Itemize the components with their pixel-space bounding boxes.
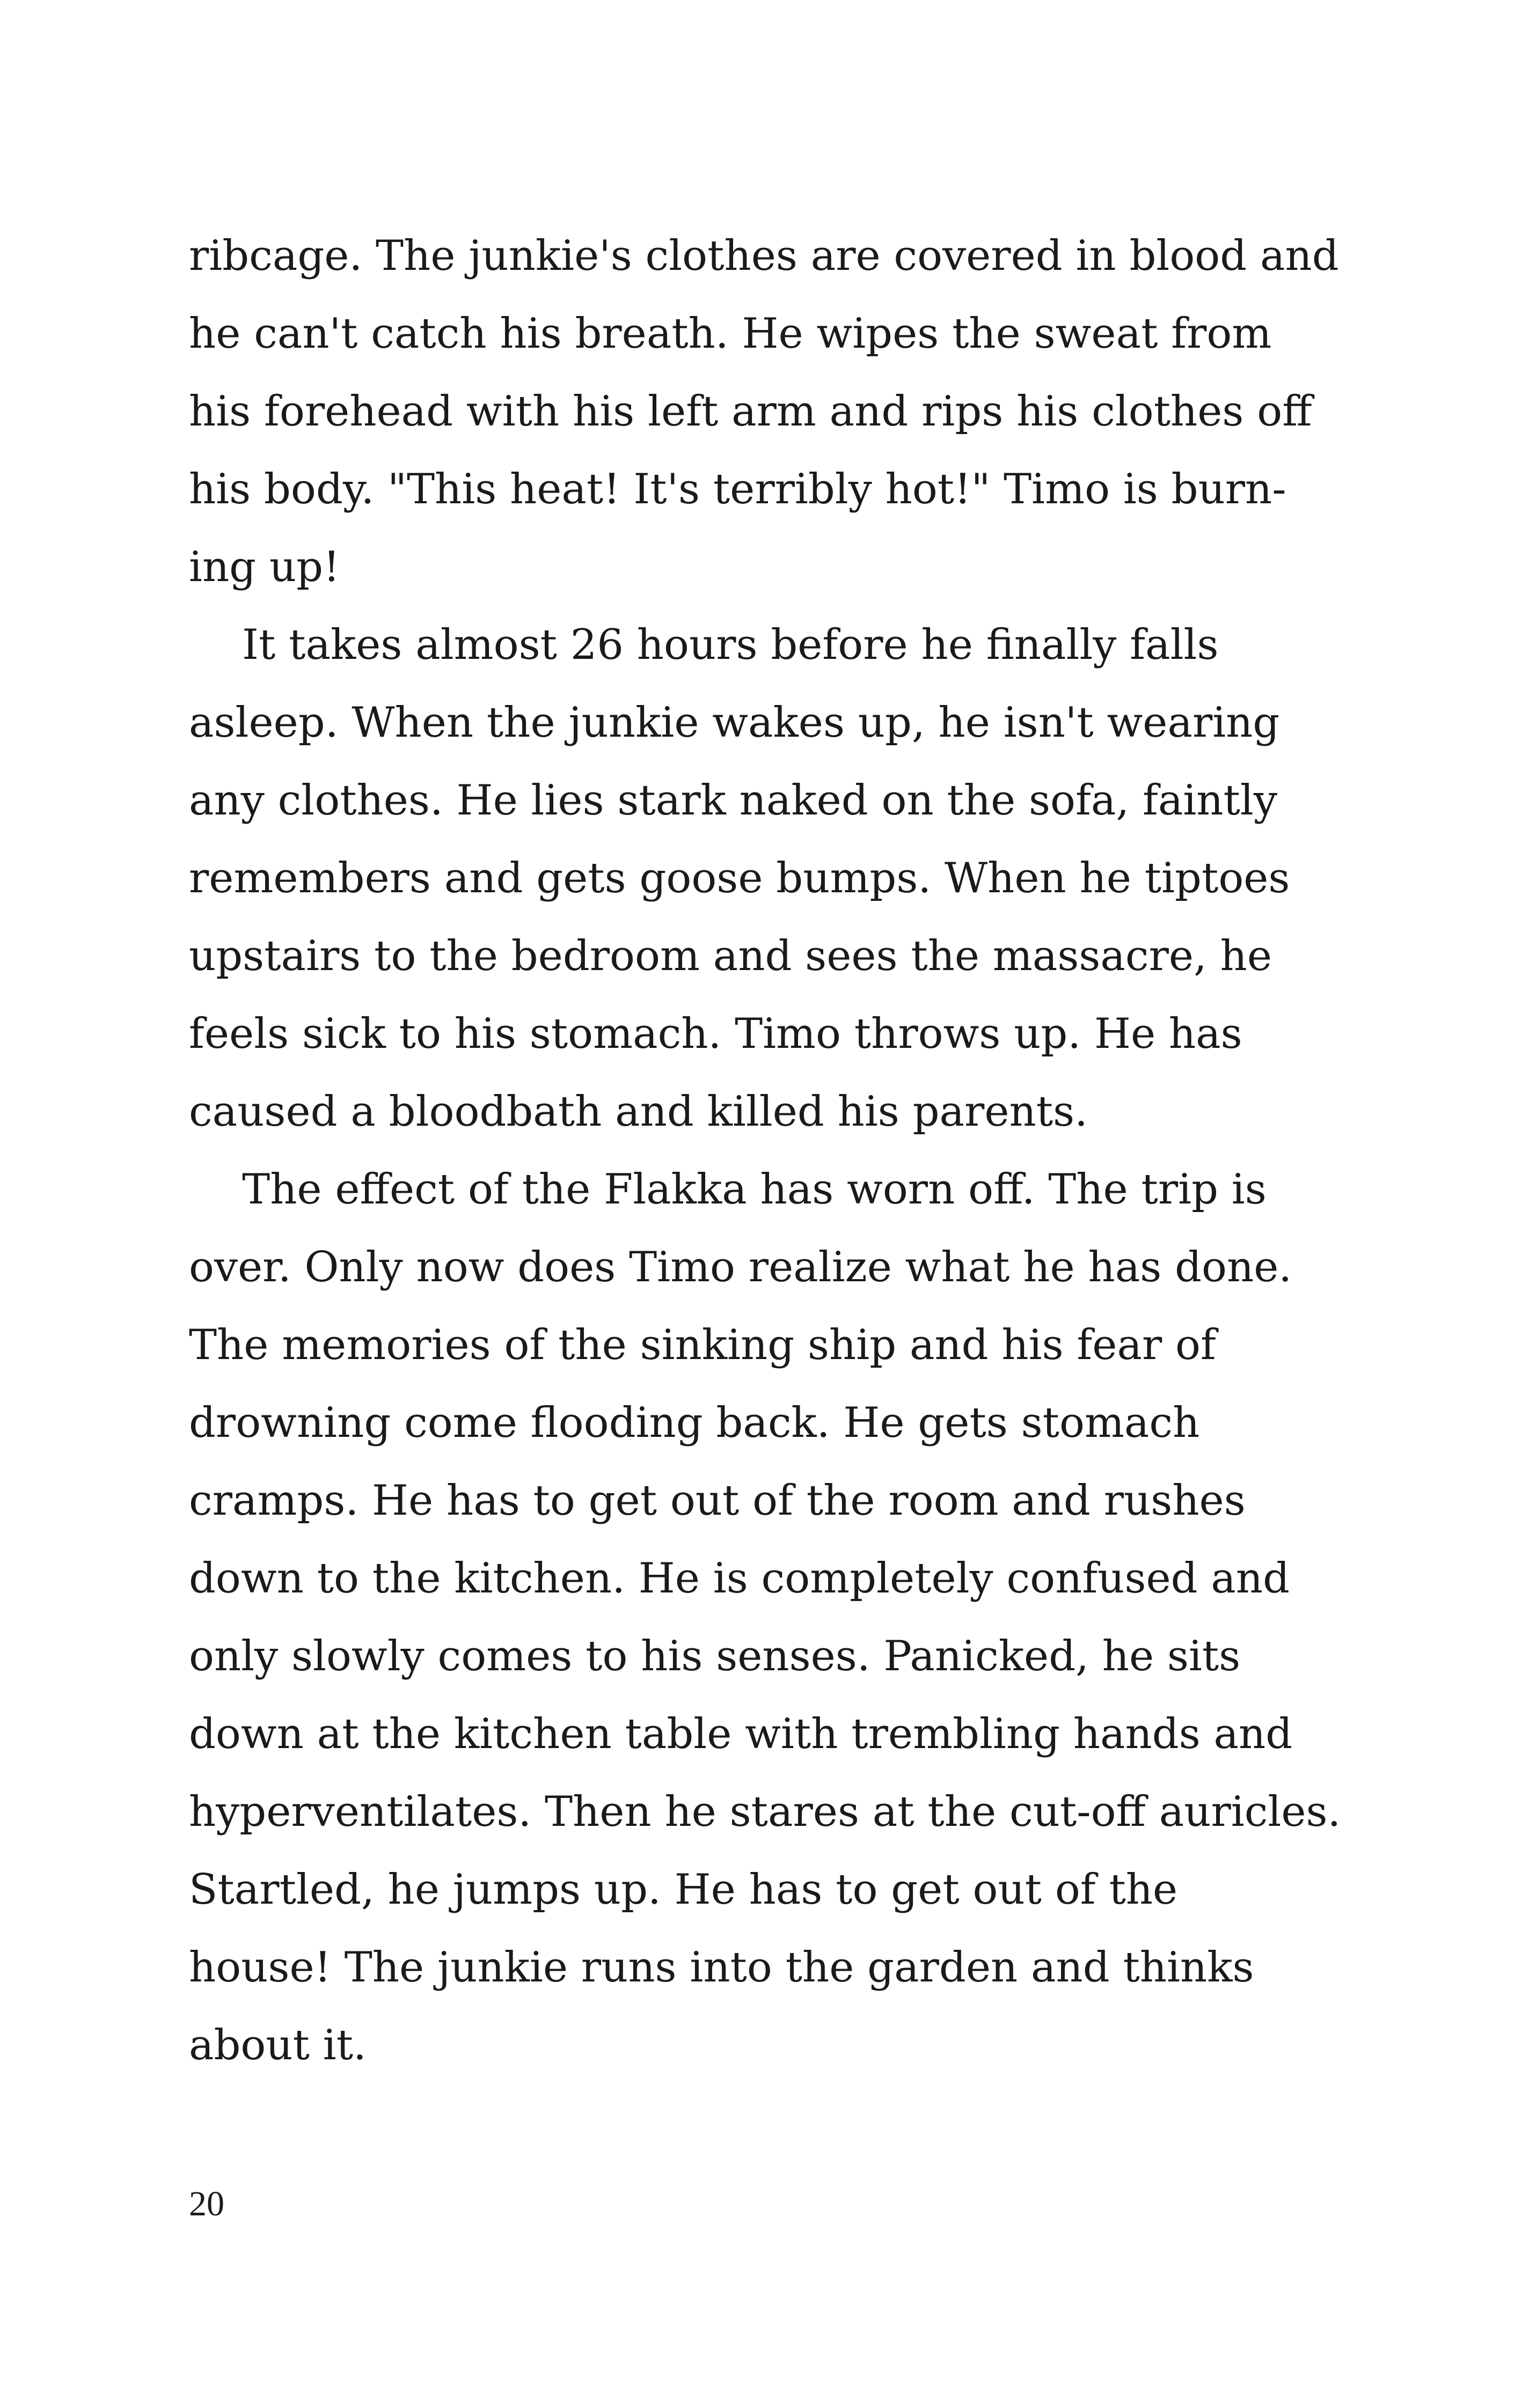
- text-line: his forehead with his left arm and rips his clothes off: [189, 387, 1312, 436]
- text-line: caused a bloodbath and killed his parents.: [189, 1088, 1088, 1136]
- text-line: ing up!: [189, 543, 340, 591]
- text-line: only slowly comes to his senses. Panicked, he sits: [189, 1632, 1241, 1680]
- text-line: over. Only now does Timo realize what he has done.: [189, 1243, 1292, 1291]
- text-line: down at the kitchen table with trembling hands and: [189, 1710, 1293, 1758]
- text-line: The memories of the sinking ship and his fear of: [189, 1321, 1216, 1369]
- text-line: down to the kitchen. He is completely confused and: [189, 1554, 1290, 1603]
- text-line: remembers and gets goose bumps. When he tiptoes: [189, 854, 1290, 902]
- text-line: his body. "This heat! It's terribly hot!" Timo is burn-: [189, 465, 1286, 513]
- text-line: It takes almost 26 hours before he finally falls: [189, 621, 1219, 669]
- text-line: he can't catch his breath. He wipes the sweat from: [189, 310, 1272, 358]
- text-line: any clothes. He lies stark naked on the sofa, faintly: [189, 776, 1277, 825]
- page-number: 20: [189, 2184, 224, 2223]
- body-text: [189, 217, 1341, 2084]
- text-line: asleep. When the junkie wakes up, he isn't wearing: [189, 699, 1280, 747]
- text-line: hyperventilates. Then he stares at the cut-off auricles.: [189, 1788, 1341, 1836]
- text-line: about it.: [189, 2021, 367, 2069]
- text-line: house! The junkie runs into the garden and thinks: [189, 1943, 1254, 1992]
- text-line: Startled, he jumps up. He has to get out of the: [189, 1866, 1178, 1914]
- text-line: upstairs to the bedroom and sees the massacre, he: [189, 932, 1272, 980]
- text-line: ribcage. The junkie's clothes are covered in blood and: [189, 232, 1339, 280]
- text-line: drowning come flooding back. He gets stomach: [189, 1399, 1200, 1447]
- text-line: The effect of the Flakka has worn off. The trip is: [189, 1165, 1267, 1214]
- text-line: feels sick to his stomach. Timo throws up. He has: [189, 1010, 1242, 1058]
- text-line: cramps. He has to get out of the room and rushes: [189, 1477, 1246, 1525]
